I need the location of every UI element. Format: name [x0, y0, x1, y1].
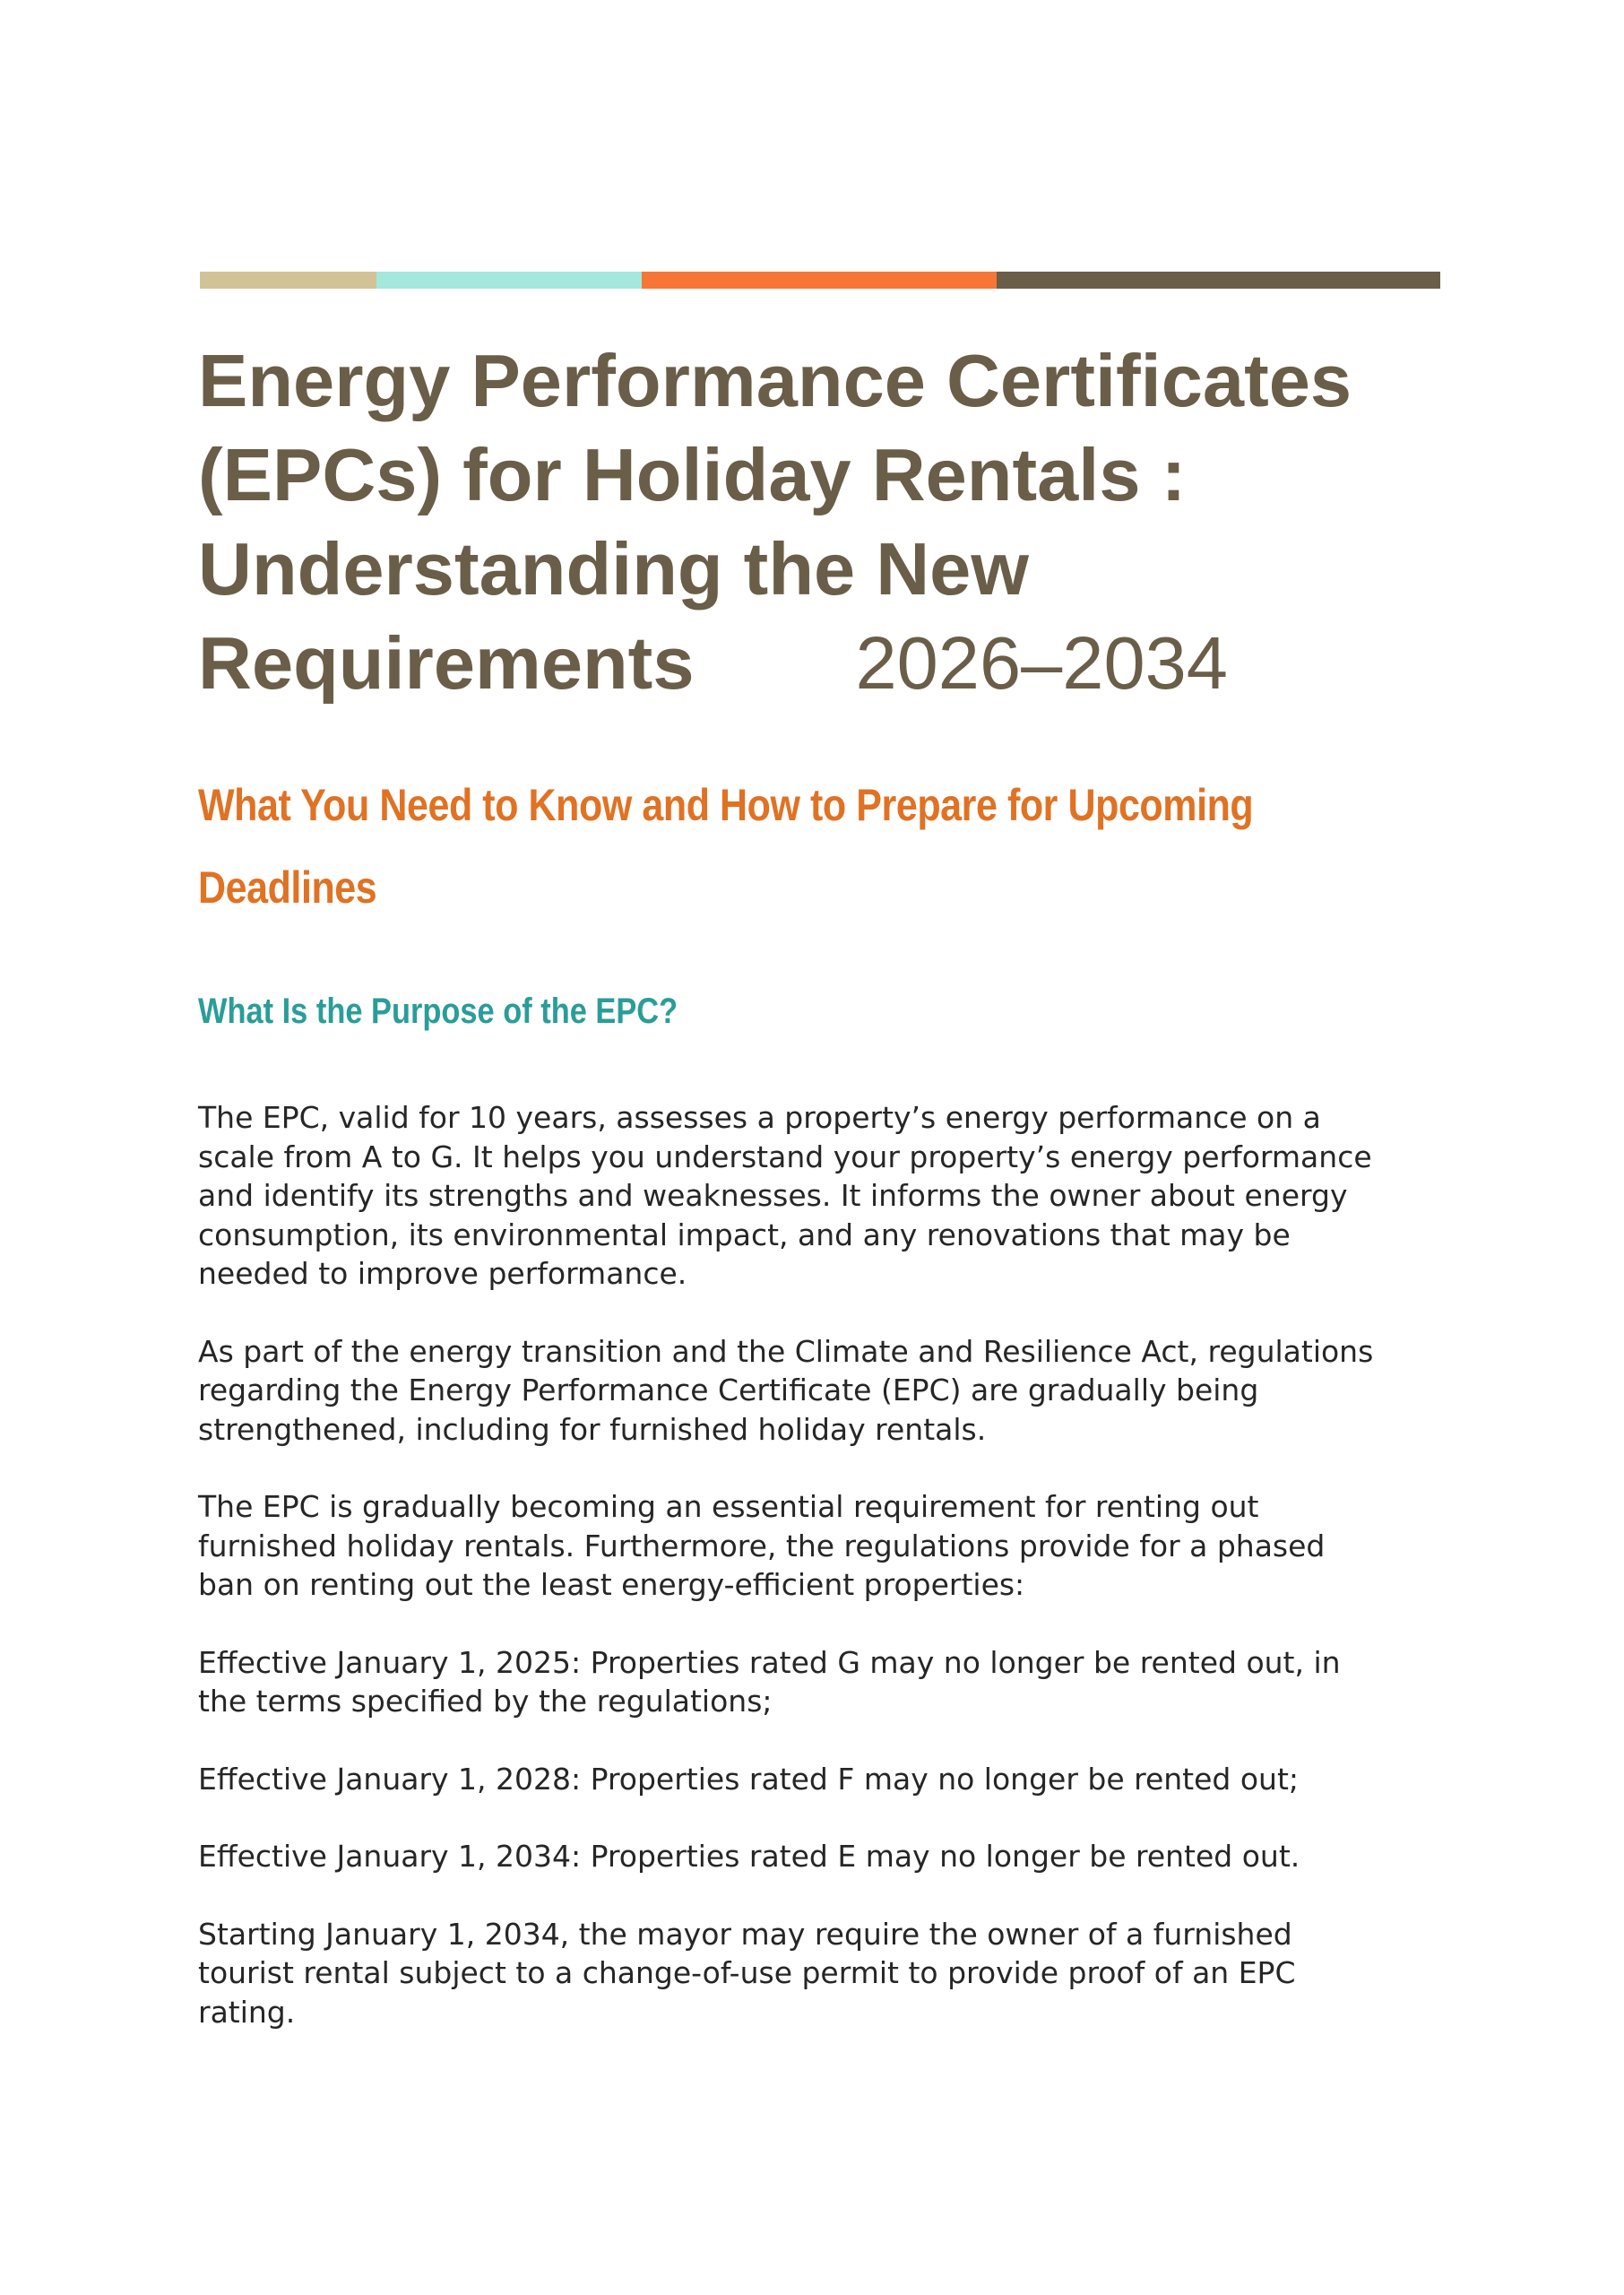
paragraph-line: tourist rental subject to a change-of-use permit to provide proof of an EPC	[198, 1955, 1296, 1990]
paragraph-line: rating.	[198, 1994, 296, 2030]
title-years: 2026–2034	[855, 621, 1228, 705]
paragraph-line: ban on renting out the least energy-efficient properties:	[198, 1567, 1025, 1602]
color-bar-segment-mint	[376, 272, 642, 289]
paragraph-line: Effective January 1, 2028: Properties rated F may no longer be rented out;	[198, 1761, 1300, 1797]
paragraph-deadline-2025	[198, 1643, 1453, 1721]
title-line-4	[198, 616, 1444, 710]
title-requirements: Requirements	[198, 621, 695, 705]
paragraph-line: As part of the energy transition and the Climate and Resilience Act, regulations	[198, 1333, 1374, 1369]
color-bar-segment-brown	[997, 272, 1440, 289]
body-text	[198, 1098, 1453, 2070]
paragraph-line: the terms specified by the regulations;	[198, 1684, 773, 1719]
paragraph-line: strengthened, including for furnished holiday rentals.	[198, 1411, 987, 1447]
subtitle-line-2: Deadlines	[198, 862, 377, 913]
subtitle-line-1: What You Need to Know and How to Prepare for Upcoming	[198, 780, 1254, 830]
section-heading: What Is the Purpose of the EPC?	[198, 992, 678, 1031]
paragraph-deadline-2028	[198, 1760, 1453, 1799]
document-title	[198, 333, 1444, 710]
paragraph-line: furnished holiday rentals. Furthermore, the regulations provide for a phased	[198, 1528, 1326, 1563]
paragraph-line: The EPC, valid for 10 years, assesses a property’s energy performance on a	[198, 1100, 1321, 1135]
title-line-2: (EPCs) for Holiday Rentals :	[198, 433, 1187, 516]
paragraph-mayor-proof	[198, 1915, 1453, 2032]
paragraph-deadline-2034	[198, 1837, 1453, 1876]
paragraph-line: The EPC is gradually becoming an essential requirement for renting out	[198, 1489, 1259, 1524]
title-line-1: Energy Performance Certificates	[198, 339, 1352, 422]
paragraph-purpose	[198, 1098, 1453, 1294]
paragraph-requirement	[198, 1487, 1453, 1605]
title-line-3: Understanding the New	[198, 527, 1029, 611]
document-subtitle	[198, 764, 1269, 929]
paragraph-line: Effective January 1, 2034: Properties rated E may no longer be rented out.	[198, 1839, 1300, 1874]
decorative-color-bar	[200, 272, 1440, 289]
color-bar-segment-orange	[642, 272, 997, 289]
paragraph-line: Effective January 1, 2025: Properties rated G may no longer be rented out, in	[198, 1644, 1341, 1680]
paragraph-line: needed to improve performance.	[198, 1256, 687, 1291]
paragraph-line: Starting January 1, 2034, the mayor may require the owner of a furnished	[198, 1916, 1292, 1952]
paragraph-line: scale from A to G. It helps you understand your property’s energy performance	[198, 1139, 1372, 1174]
color-bar-segment-beige	[200, 272, 376, 289]
paragraph-line: and identify its strengths and weaknesses. It informs the owner about energy	[198, 1178, 1348, 1213]
paragraph-energy-transition	[198, 1332, 1453, 1450]
paragraph-line: consumption, its environmental impact, and any renovations that may be	[198, 1217, 1291, 1252]
paragraph-line: regarding the Energy Performance Certificate (EPC) are gradually being	[198, 1373, 1259, 1407]
